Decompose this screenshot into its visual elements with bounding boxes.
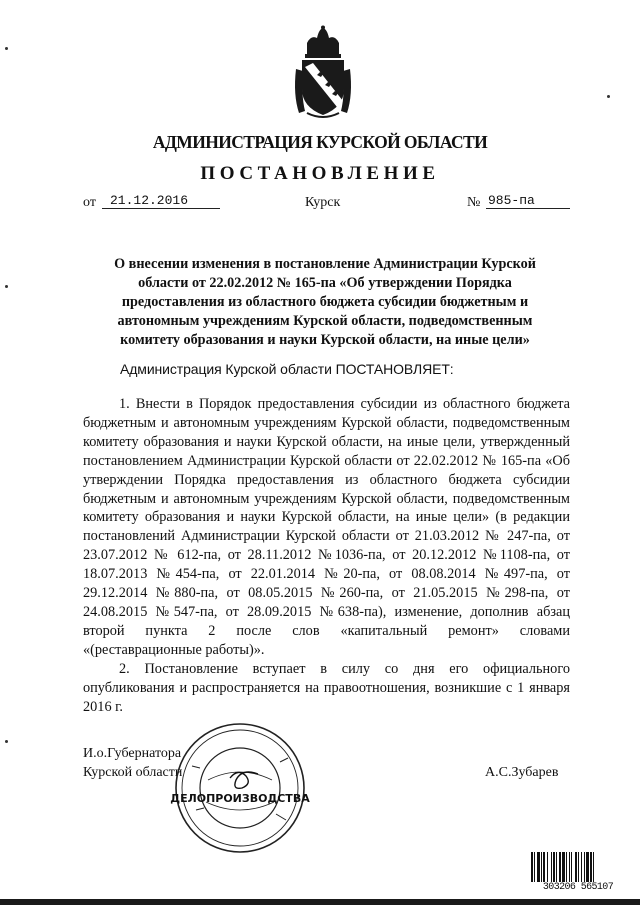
scan-mark bbox=[5, 740, 8, 743]
signer-title-line-2: Курской области bbox=[83, 765, 183, 780]
barcode-bar bbox=[575, 852, 577, 884]
barcode-bar bbox=[569, 852, 570, 884]
barcode bbox=[530, 852, 626, 892]
barcode-bar bbox=[562, 852, 565, 884]
signer-title bbox=[83, 744, 182, 782]
barcode-bar bbox=[586, 852, 589, 884]
barcode-bar bbox=[584, 852, 585, 884]
signer-title-line-1: И.о.Губернатора bbox=[83, 746, 182, 761]
coat-of-arms-icon bbox=[293, 25, 353, 119]
barcode-number: 303206 565107 bbox=[530, 882, 626, 893]
scan-mark bbox=[607, 95, 610, 98]
barcode-bar bbox=[590, 852, 592, 884]
barcode-bar bbox=[551, 852, 552, 884]
barcode-bar bbox=[571, 852, 572, 884]
scan-mark bbox=[5, 285, 8, 288]
barcode-bar bbox=[559, 852, 561, 884]
barcode-bar bbox=[534, 852, 535, 884]
barcode-bar bbox=[543, 852, 545, 884]
barcode-bar bbox=[578, 852, 579, 884]
barcode-bar bbox=[581, 852, 582, 884]
barcode-bar bbox=[553, 852, 555, 884]
scan-mark bbox=[5, 47, 8, 50]
organization-title: АДМИНИСТРАЦИЯ КУРСКОЙ ОБЛАСТИ bbox=[152, 132, 488, 152]
preamble: Администрация Курской области ПОСТАНОВЛЯЕТ: bbox=[120, 361, 454, 377]
barcode-bar bbox=[547, 852, 548, 884]
paragraph-1: 1. Внести в Порядок предоставления субсидии из областного бюджета бюджетным и автономным учреждениям Курской области, подведомственным комитету образования и науки Курской области, на иные цели, утвержденный постановлением Администрации Курской области от 22.02.2012 № 165-па «Об утверждении Порядка предоставления из областного бюджета субсидии бюджетным и автономным учреждениям Курской области, подведомственным комитету образования и науки Курской области, на иные цели» (в редакции постановлений Администрации Курской области от 21.03.2012 № 247-па, от 23.07.2012 № 612-па, от 28.11.2012 №1036-па, от 20.12.2012 №1108-па, от 18.07.2013 №454-па, от 22.01.2014 №20-па, от 08.08.2014 №497-па, от 29.12.2014 №880-па, от 08.05.2015 №260-па, от 21.05.2015 №298-па, от 24.08.2015 №547-па, от 28.09.2015 №638-па), изменение, дополнив абзац второй пункта 2 после слов «капитальный ремонт» словами «(реставрационные работы)». bbox=[83, 396, 570, 658]
barcode-bar bbox=[531, 852, 533, 884]
document-number: 985-па bbox=[486, 193, 570, 209]
document-city: Курск bbox=[305, 195, 341, 210]
paragraph-2: 2. Постановление вступает в силу со дня его официального опубликования и распространяется на правоотношения, возникшие с 1 января 2016 г. bbox=[83, 660, 570, 715]
number-prefix: № bbox=[467, 195, 481, 210]
barcode-bar bbox=[593, 852, 594, 884]
document-date: 21.12.2016 bbox=[102, 193, 220, 209]
document-subject: О внесении изменения в постановление Администрации Курской области от 22.02.2012 № 165-па «Об утверждении Порядка предоставления из областного бюджета субсидии бюджетным и автономным учреждениям Курской области, подведомственным комитету образования и науки Курской области, на иные цели» bbox=[114, 256, 536, 348]
date-prefix: от bbox=[83, 195, 96, 210]
document-body bbox=[83, 395, 570, 716]
barcode-bars-icon bbox=[530, 852, 626, 884]
document-type-heading: ПОСТАНОВЛЕНИЕ bbox=[200, 163, 440, 184]
official-stamp bbox=[170, 718, 310, 858]
barcode-bar bbox=[537, 852, 540, 884]
stamp-text: ДЕЛОПРОИЗВОДСТВА bbox=[170, 792, 310, 805]
signer-name: А.С.Зубарев bbox=[485, 765, 559, 780]
barcode-bar bbox=[541, 852, 542, 884]
barcode-bar bbox=[566, 852, 567, 884]
barcode-bar bbox=[556, 852, 557, 884]
scan-edge bbox=[0, 899, 640, 905]
